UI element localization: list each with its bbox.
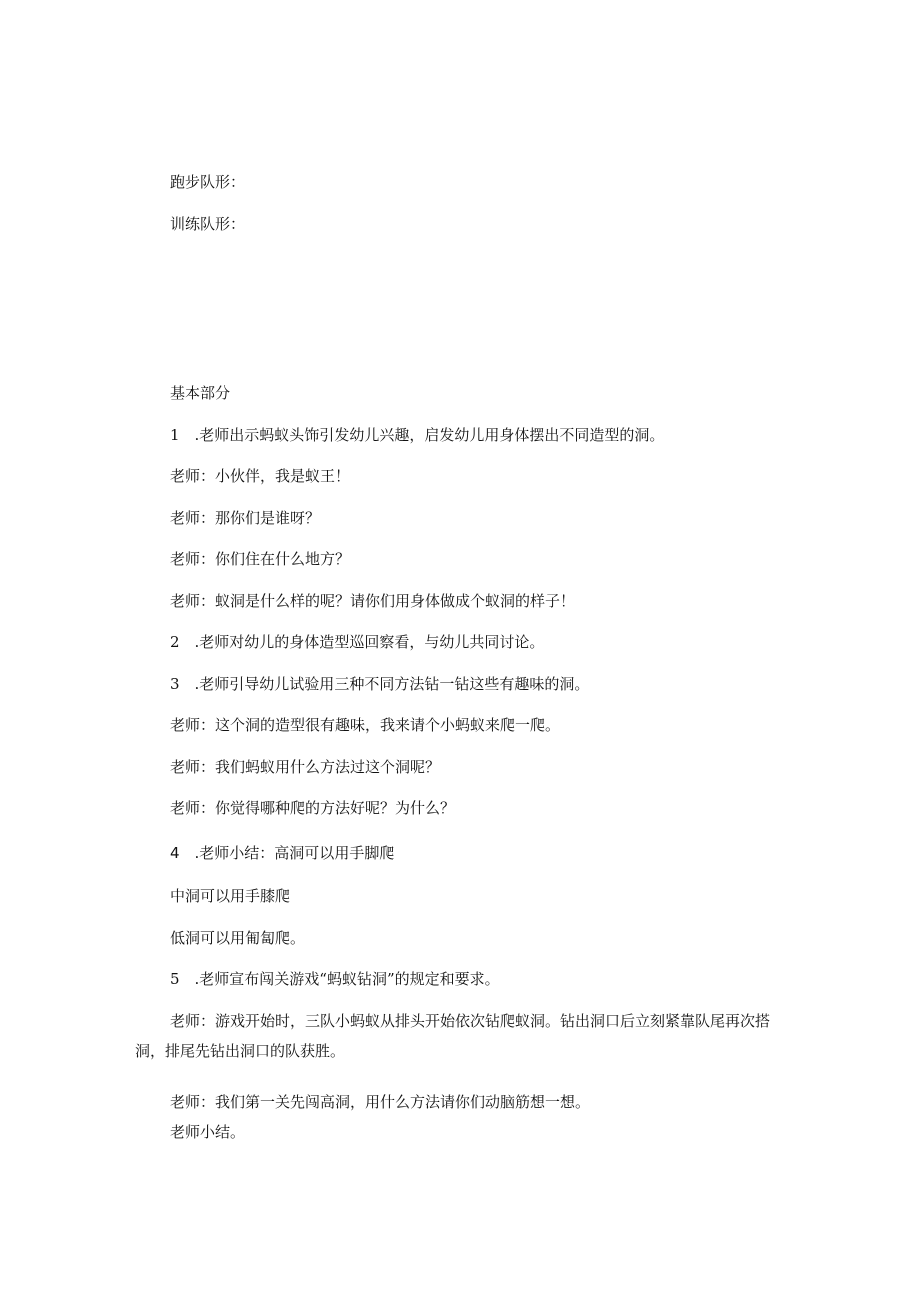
text-line-dialogue: 老师：那你们是谁呀？ xyxy=(170,509,321,527)
text-line-step-5: 5 .老师宣布闯关游戏“蚂蚁钻洞”的规定和要求。 xyxy=(170,970,500,988)
game-rules-text: 老师：游戏开始时，三队小蚂蚁从排头开始依次钻爬蚁洞。钻出洞口后立刻紧靠队尾再次搭洞，排尾先钻出洞口的队获胜。 xyxy=(135,1012,771,1060)
text-line-dialogue: 老师：小伙伴，我是蚁王！ xyxy=(170,467,351,485)
text-line-running-formation: 跑步队形： xyxy=(170,173,246,191)
text-line-dialogue: 老师：你们住在什么地方？ xyxy=(170,550,351,568)
text-line-dialogue: 老师：这个洞的造型很有趣味，我来请个小蚂蚁来爬一爬。 xyxy=(170,716,561,734)
text-line-dialogue: 老师：我们蚂蚁用什么方法过这个洞呢？ xyxy=(170,758,441,776)
text-line-step-1: 1 .老师出示蚂蚁头饰引发幼儿兴趣，启发幼儿用身体摆出不同造型的洞。 xyxy=(170,426,665,444)
game-rules-paragraph xyxy=(135,1006,785,1066)
text-line-summary: 低洞可以用匍匐爬。 xyxy=(170,929,306,947)
text-line-summary: 中洞可以用手膝爬 xyxy=(170,887,291,905)
text-line-dialogue: 老师：你觉得哪种爬的方法好呢？为什么？ xyxy=(170,799,456,817)
section-heading-basic-part: 基本部分 xyxy=(170,384,231,402)
text-line-training-formation: 训练队形： xyxy=(170,215,246,233)
text-line-dialogue: 老师：我们第一关先闯高洞，用什么方法请你们动脑筋想一想。 xyxy=(170,1093,591,1111)
text-line-step-3: 3 .老师引导幼儿试验用三种不同方法钻一钻这些有趣味的洞。 xyxy=(170,675,590,693)
text-line-step-4: 4 .老师小结：高洞可以用手脚爬 xyxy=(170,844,395,862)
text-line-teacher-summary: 老师小结。 xyxy=(170,1123,246,1141)
text-line-dialogue: 老师：蚁洞是什么样的呢？请你们用身体做成个蚁洞的样子！ xyxy=(170,592,576,610)
text-line-step-2: 2 .老师对幼儿的身体造型巡回察看，与幼儿共同讨论。 xyxy=(170,633,545,651)
